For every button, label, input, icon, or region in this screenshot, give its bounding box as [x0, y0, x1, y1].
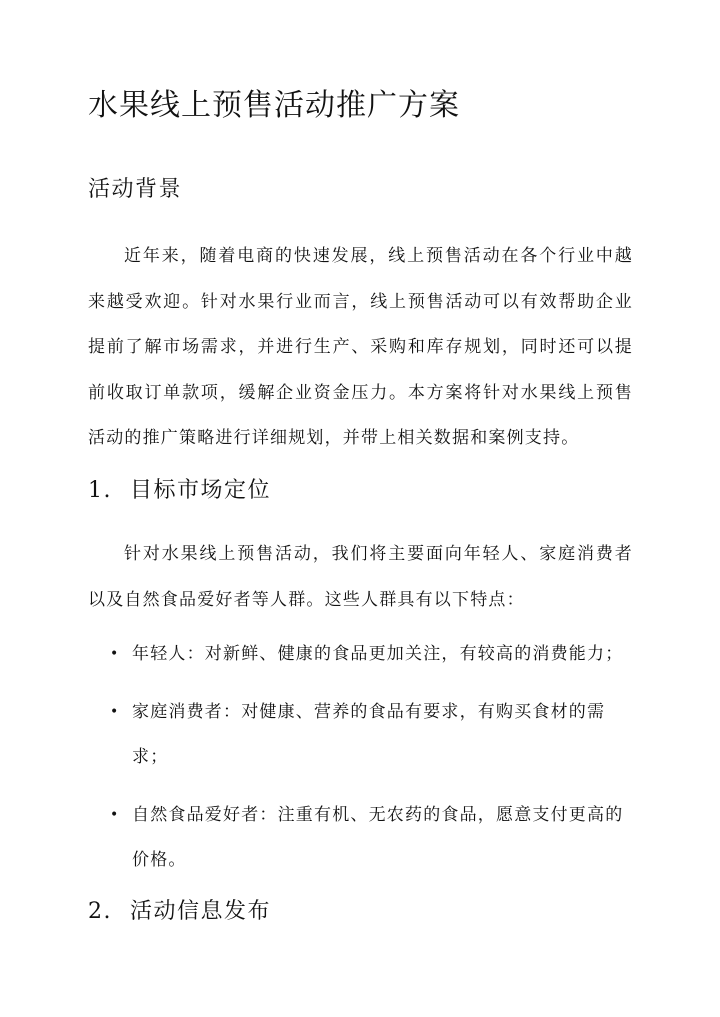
list-item	[88, 632, 633, 678]
list-item-text: 家庭消费者：对健康、营养的食品有要求，有购买食材的需求；	[132, 701, 606, 767]
target-market-paragraph: 针对水果线上预售活动，我们将主要面向年轻人、家庭消费者以及自然食品爱好者等人群。这些人群具有以下特点：	[88, 544, 633, 610]
bullet-icon: •	[110, 646, 120, 662]
background-paragraph: 近年来，随着电商的快速发展，线上预售活动在各个行业中越来越受欢迎。针对水果行业而言，线上预售活动可以有效帮助企业提前了解市场需求，并进行生产、采购和库存规划，同时还可以提前收取订单款项，缓解企业资金压力。本方案将针对水果线上预售活动的推广策略进行详细规划，并带上相关数据和案例支持。	[88, 246, 633, 448]
bullet-icon: •	[110, 806, 120, 823]
list-item-text: 自然食品爱好者：注重有机、无农药的食品，愿意支付更高的价格。	[132, 804, 624, 870]
section-heading-background	[88, 174, 182, 206]
section-heading-activity-info	[88, 896, 271, 928]
bullet-icon: •	[110, 703, 120, 720]
document-title: 水果线上预售活动推广方案	[88, 88, 460, 123]
section-heading-text: 活动背景	[88, 177, 183, 202]
section-number: 2.	[88, 899, 112, 924]
target-audience-list	[88, 632, 633, 896]
list-item	[88, 690, 633, 781]
section-number: 1.	[88, 478, 112, 503]
section-heading-text: 目标市场定位	[130, 478, 272, 503]
list-item-text: 年轻人：对新鲜、健康的食品更加关注，有较高的消费能力；	[132, 644, 624, 664]
section-heading-target-market	[88, 475, 271, 507]
list-item	[88, 793, 633, 884]
section-heading-text: 活动信息发布	[130, 899, 272, 924]
